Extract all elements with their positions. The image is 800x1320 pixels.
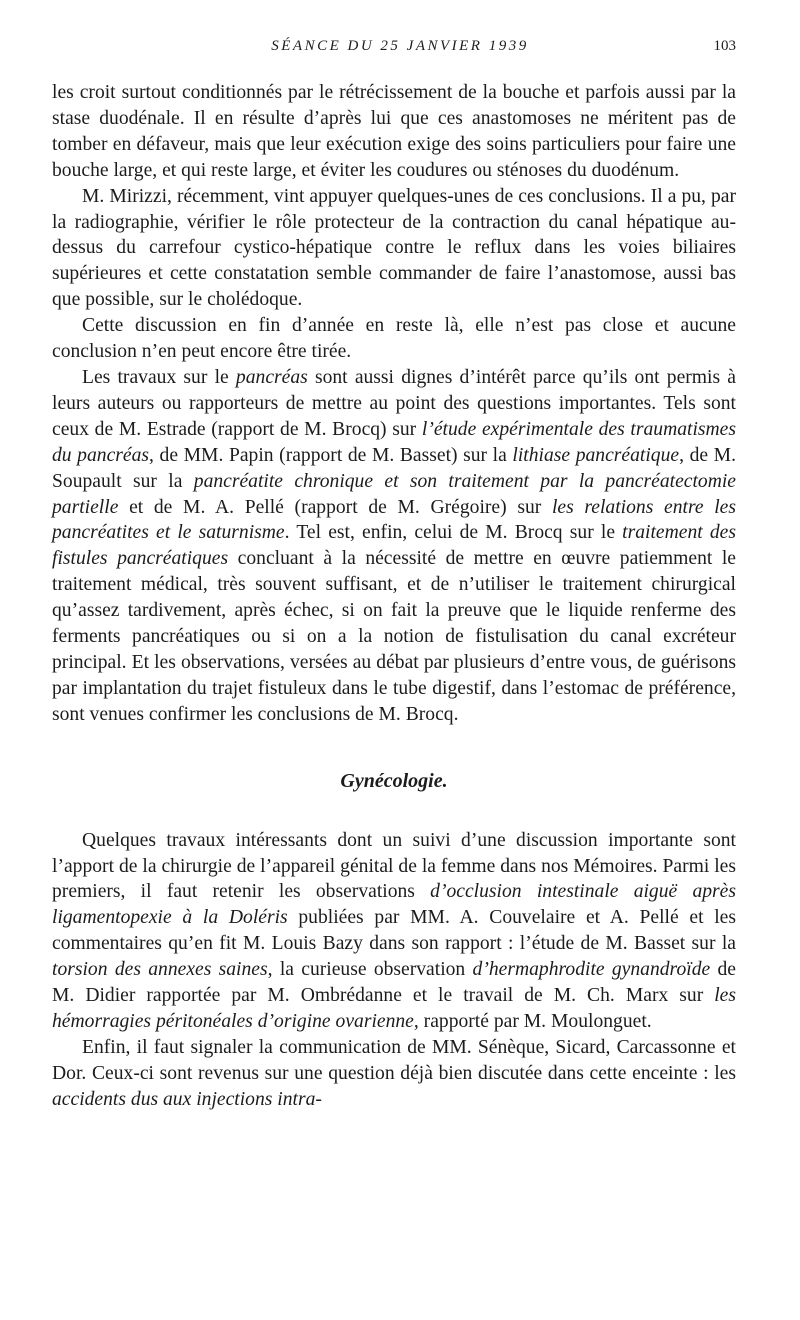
page-header [0, 38, 800, 58]
paragraph-2-text: M. Mirizzi, récemment, vint appuyer quelques-unes de ces conclusions. Il a pu, par la radiographie, vérifier le rôle protecteur de la contraction du canal hépatique au-dessus du carrefour cystico-hépatique contre le reflux dans les voies biliaires supérieures et cette constatation semble commander de faire l’anastomose, aussi bas que possible, sur le cholédoque. [52, 185, 736, 311]
italic-term: torsion des annexes saines [52, 959, 268, 981]
text-run: Enfin, il faut signaler la communication de MM. Sénèque, Sicard, Carcassonne et Dor. Ceux-ci sont revenus sur une question déjà bien discutée dans cette enceinte : les [52, 1036, 736, 1084]
italic-term: l’étude expérimentale des traumatismes du pancréas [52, 418, 736, 466]
text-run: , la curieuse observation [267, 959, 473, 981]
text-run: . Tel est, enfin, celui de M. Brocq sur le [284, 522, 623, 544]
italic-term: d’hermaphrodite gynandroïde [472, 959, 711, 981]
paragraph-3 [52, 313, 736, 365]
italic-term: les hémorragies péritonéales d’origine ovarienne [52, 985, 736, 1032]
paragraph-2 [52, 184, 736, 314]
paragraph-1-text: les croit surtout conditionnés par le rétrécissement de la bouche et parfois aussi par la stase duodénale. Il en résulte d’après lui que ces anastomoses ne méritent pas de tomber en défaveur, mais que leur exécution exige des soins particuliers pour faire une bouche large, et qui reste large, et éviter les coudures ou sténoses du duodénum. [52, 82, 736, 181]
text-run: Les travaux sur le [82, 366, 236, 388]
running-title: SÉANCE DU 25 JANVIER 1939 [271, 38, 529, 54]
text-run: et de M. A. Pellé (rapport de M. Grégoire) sur [118, 496, 552, 518]
italic-term: les relations entre les pancréatites et le saturnisme [52, 496, 736, 544]
italic-term: accidents dus aux injections intra- [52, 1088, 322, 1110]
page-number: 103 [713, 38, 736, 54]
text-run: , de MM. Papin (rapport de M. Basset) sur la [149, 444, 513, 466]
italic-term: pancréatite chronique et son traitement par la pancréatectomie partielle [52, 470, 736, 518]
text-run: concluant à la nécessité de mettre en œuvre patiemment le traitement médical, très souvent suffisant, et de n’utiliser le traitement chirurgical qu’assez tardivement, après échec, si on fait la preuve que le liquide renferme des ferments pancréatiques ou si on a la notion de fistulisation du canal excréteur principal. Et les observations, versées au débat par plusieurs d’entre vous, de guérisons par implantation du trajet fistuleux dans le tube digestif, dans l’estomac de préférence, sont venues confirmer les conclusions de M. Brocq. [52, 548, 736, 725]
text-run: de M. Didier rapportée par M. Ombrédanne et le travail de M. Ch. Marx sur [52, 959, 736, 1007]
text-run: publiées par MM. A. Couvelaire et A. Pellé et les commentaires qu’en fit M. Louis Bazy dans son rapport : l’étude de M. Basset sur la [52, 907, 736, 955]
paragraph-5 [52, 828, 736, 1035]
paragraph-4 [52, 365, 736, 728]
text-run: Quelques travaux intéressants dont un suivi d’une discussion importante sont l’apport de la chirurgie de l’appareil génital de la femme dans nos Mémoires. Parmi les premiers, il faut retenir les observations [52, 829, 736, 903]
paragraph-3-text: Cette discussion en fin d’année en reste là, elle n’est pas close et aucune conclusion n’en peut encore être tirée. [52, 315, 736, 363]
text-run: sont aussi dignes d’intérêt parce qu’ils ont permis à leurs auteurs ou rapporteurs de mettre au point des questions importantes. Tels sont ceux de M. Estrade (rapport de M. Brocq) sur [52, 366, 736, 440]
paragraph-1 [52, 80, 736, 184]
text-run: , de M. Soupault sur la [52, 444, 736, 492]
italic-term: pancréas [235, 366, 308, 388]
italic-term: d’occlusion intestinale aiguë après ligamentopexie à la Doléris [52, 881, 737, 929]
paragraph-6 [52, 1035, 736, 1113]
italic-term: lithiase pancréatique [512, 444, 680, 466]
italic-term: traitement des fistules pancréatiques [52, 522, 736, 570]
section-heading: Gynécologie. [340, 769, 448, 792]
text-run: , rapporté par M. Moulonguet. [413, 1011, 652, 1032]
body-text [52, 80, 736, 1113]
